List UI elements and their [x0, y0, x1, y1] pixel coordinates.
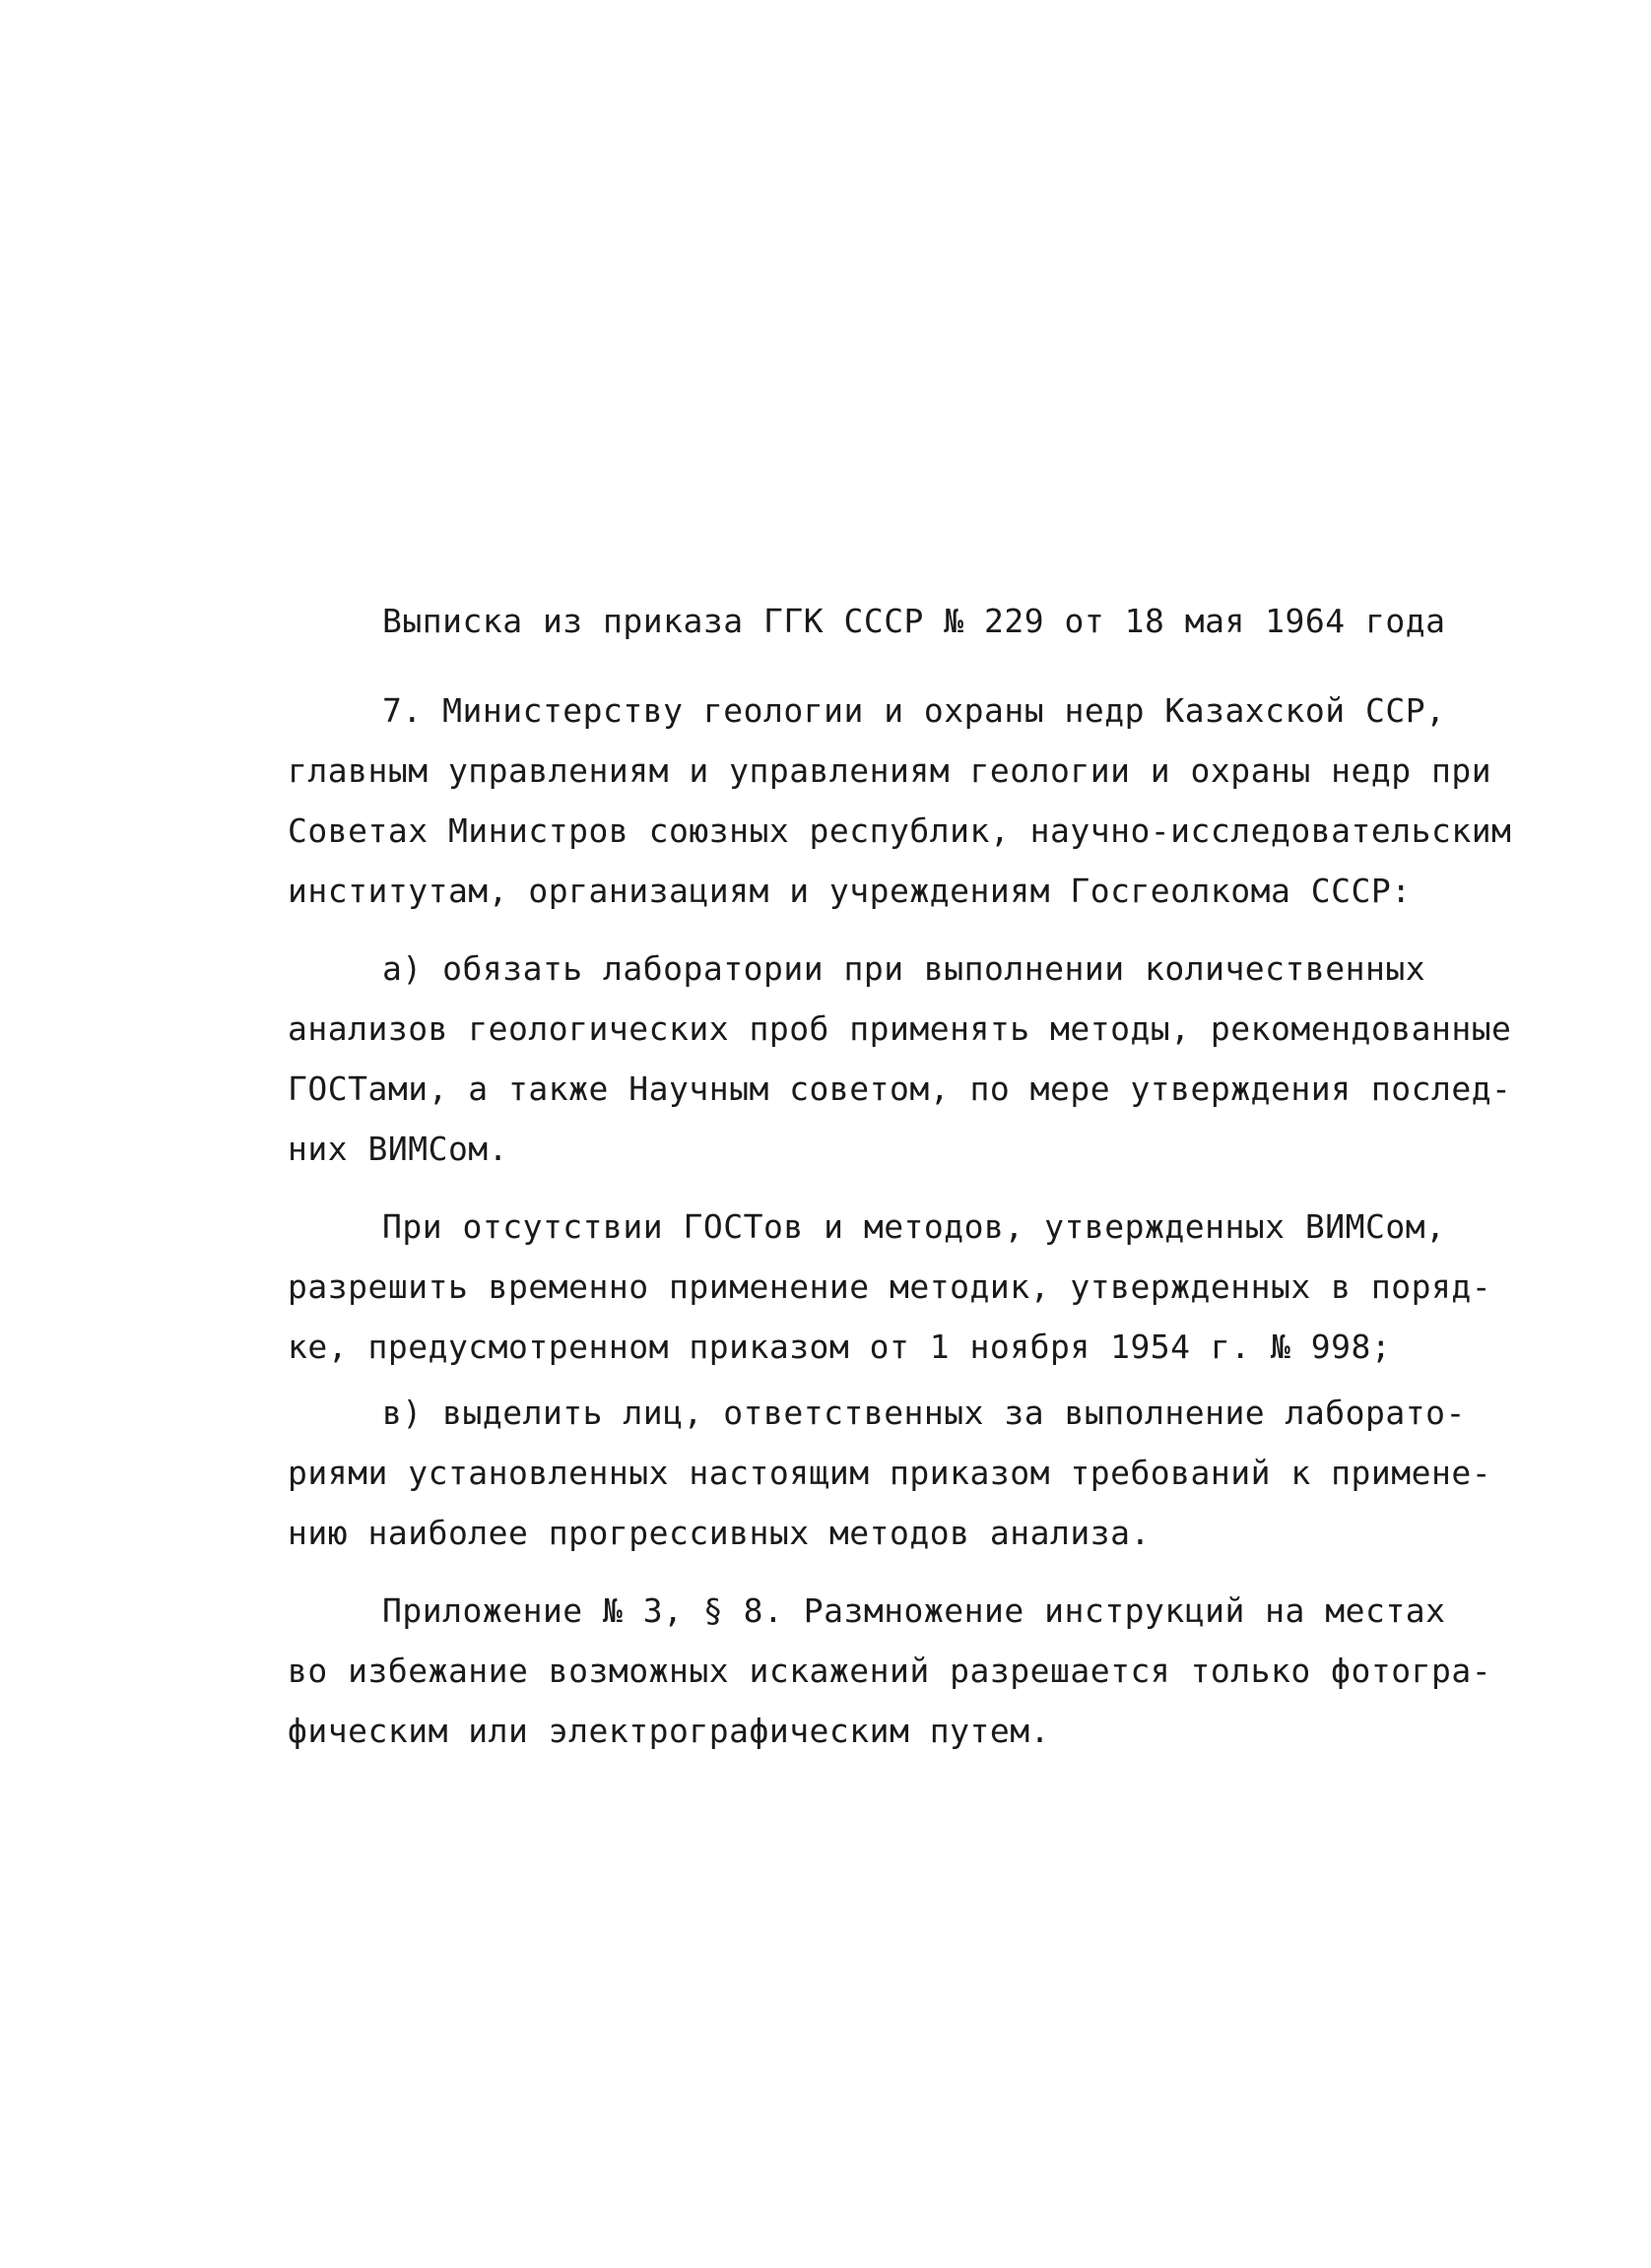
text-line: анализов геологических проб применять методы, рекомендованные [288, 1009, 1512, 1048]
text-line: разрешить временно применение методик, утвержденных в поряд- [288, 1267, 1492, 1306]
text-line: нию наиболее прогрессивных методов анализа. [288, 1514, 1151, 1552]
text-line: ке, предусмотренном приказом от 1 ноября 1954 г. № 998; [288, 1328, 1392, 1366]
document-body [288, 591, 1512, 1779]
text-line: во избежание возможных искажений разрешается только фотогра- [288, 1652, 1492, 1690]
paragraph-absence-of-gost [288, 1197, 1492, 1377]
text-line: При отсутствии ГОСТов и методов, утвержденных ВИМСом, [382, 1207, 1446, 1246]
paragraph-item-7 [288, 680, 1512, 921]
text-line: а) обязать лаборатории при выполнении количественных [382, 949, 1426, 988]
text-line: в) выделить лиц, ответственных за выполнение лаборато- [382, 1393, 1466, 1432]
text-line: фическим или электрографическим путем. [288, 1712, 1050, 1750]
paragraph-appendix-3 [288, 1581, 1492, 1761]
text-line: риями установленных настоящим приказом требований к примене- [288, 1454, 1492, 1492]
text-line: главным управлениям и управлениям геологии и охраны недр при [288, 751, 1492, 790]
text-line: институтам, организациям и учреждениям Госгеолкома СССР: [288, 872, 1412, 910]
paragraph-subitem-v [288, 1383, 1492, 1563]
text-line: 7. Министерству геологии и охраны недр Казахской ССР, [382, 691, 1446, 730]
paragraph-subitem-a [288, 939, 1512, 1179]
text-line: них ВИМСом. [288, 1130, 509, 1168]
text-line: ГОСТами, а также Научным советом, по мере утверждения послед- [288, 1069, 1512, 1108]
text-line: Советах Министров союзных республик, научно-исследовательским [288, 811, 1512, 850]
document-heading: Выписка из приказа ГГК СССР № 229 от 18 мая 1964 года [382, 602, 1446, 640]
text-line: Приложение № 3, § 8. Размножение инструкций на местах [382, 1591, 1446, 1630]
